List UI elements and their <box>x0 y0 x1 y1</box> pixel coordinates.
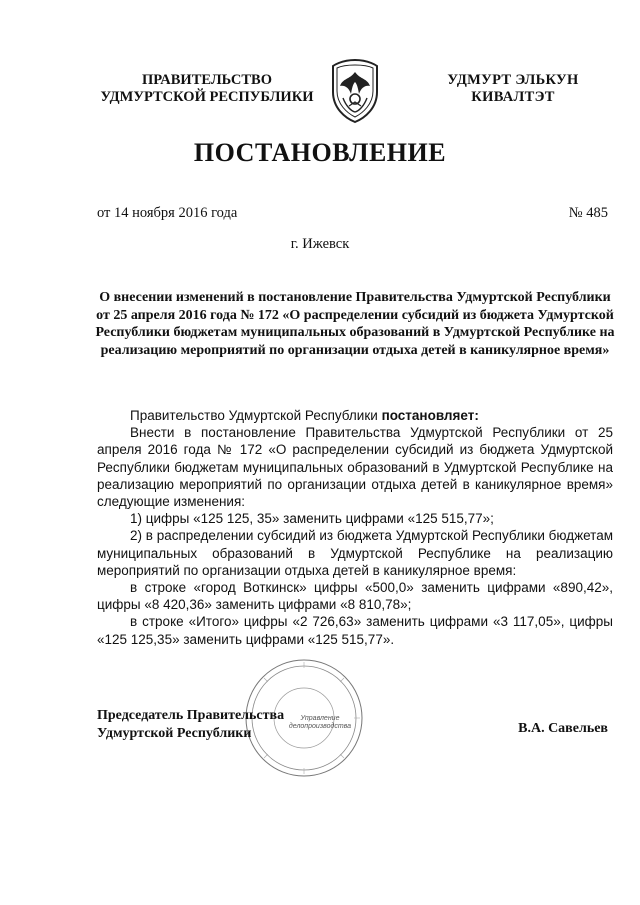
stamp-text <box>284 715 356 731</box>
stamp-line-1: Управление <box>300 715 340 722</box>
body-p1-bold: постановляет: <box>381 408 479 423</box>
signature-position-line1: Председатель Правительства <box>97 708 285 723</box>
body-paragraph-2: Внести в постановление Правительства Удмуртской Республики от 25 апреля 2016 года № 172 «О распределении субсидий из бюджета Удмуртской Республики бюджетам муниципальных образований в Удмуртской Республике на реализацию мероприятий по организации отдыха детей в каникулярное время» следующие изменения: <box>97 425 613 510</box>
resolution-heading: О внесении изменений в постановление Правительства Удмуртской Республики от 25 апреля 2016 года № 172 «О распределении субсидий из бюджета Удмуртской Республики бюджетам муниципальных образований в Удмуртской Республике на реализацию мероприятий по организации отдыха детей в каникулярное время» <box>95 290 615 358</box>
signature-position-line2: Удмуртской Республики <box>97 726 252 741</box>
document-number: № 485 <box>568 205 608 221</box>
body-paragraph-6: в строке «Итого» цифры «2 726,63» заменить цифрами «3 117,05», цифры «125 125,35» заменить цифрами «125 515,77». <box>97 614 613 647</box>
signature-position <box>97 707 284 743</box>
document-date: от 14 ноября 2016 года <box>97 205 238 221</box>
resolution-body <box>97 407 613 648</box>
body-paragraph-3: 1) цифры «125 125, 35» заменить цифрами «125 515,77»; <box>130 511 494 527</box>
body-p1-normal: Правительство Удмуртской Республики <box>130 408 382 423</box>
header-left-line2: УДМУРТСКОЙ РЕСПУБЛИКИ <box>100 89 314 105</box>
header-left <box>82 72 332 106</box>
document-title: ПОСТАНОВЛЕНИЕ <box>193 138 447 167</box>
stamp-line-2: делопроизводства <box>288 723 352 730</box>
document-city: г. Ижевск <box>290 236 350 252</box>
coat-of-arms-emblem-icon <box>329 58 381 124</box>
body-paragraph-1 <box>97 407 613 424</box>
header-left-line1: ПРАВИТЕЛЬСТВО <box>142 72 272 88</box>
header-right-line1: УДМУРТ ЭЛЬКУН <box>447 72 579 88</box>
body-paragraph-5: в строке «город Воткинск» цифры «500,0» заменить цифрами «890,42», цифры «8 420,36» заменить цифрами «8 810,78»; <box>97 580 613 613</box>
header-right-line2: КИВАЛТЭТ <box>471 89 555 105</box>
header-right <box>418 72 608 106</box>
signatory-name: В.А. Савельев <box>518 721 608 736</box>
body-paragraph-4: 2) в распределении субсидий из бюджета Удмуртской Республики бюджетам муниципальных образований в Удмуртской Республике на реализацию мероприятий по организации отдыха детей в каникулярное время: <box>97 528 613 578</box>
